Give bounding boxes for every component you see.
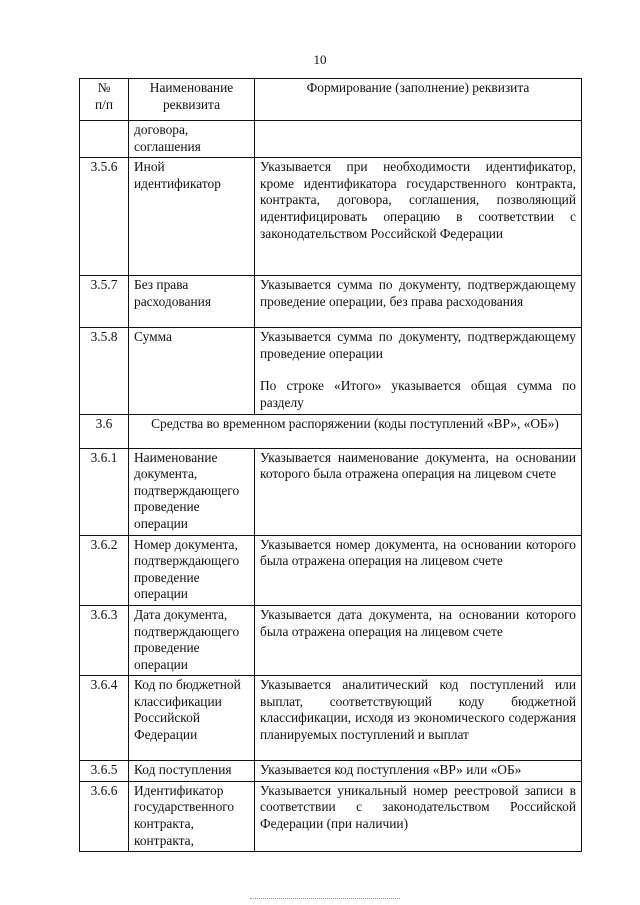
table-row <box>80 328 582 414</box>
row-name: Иной идентификатор <box>129 158 255 276</box>
row-description: Указывается номер документа, на основании которого была отражена операция на лицевом счете <box>255 535 582 605</box>
row-description-para2: По строке «Итого» указывается общая сумма по разделу <box>260 378 576 410</box>
row-name: Код по бюджетной классификации Российской Федерации <box>129 676 255 761</box>
row-number: 3.6.6 <box>80 781 129 851</box>
row-description: Указывается уникальный номер реестровой записи в соответствии с законодательством Российской Федерации (при наличии) <box>255 781 582 851</box>
requisites-table <box>79 78 582 852</box>
row-name: Сумма <box>129 328 255 414</box>
header-name: Наименование реквизита <box>129 79 255 121</box>
row-name: Номер документа, подтверждающего проведение операции <box>129 535 255 605</box>
row-name: Идентификатор государственного контракта, контракта, <box>129 781 255 851</box>
row-description: Указывается при необходимости идентификатор, кроме идентификатора государственного контракта, контракта, договора, соглашения, позволяющий идентифицировать операцию в соответствии с законодательством Российской Федерации <box>255 158 582 276</box>
table-row <box>80 121 582 158</box>
row-name: Наименование документа, подтверждающего проведение операции <box>129 448 255 535</box>
table-row <box>80 605 582 675</box>
row-description: Указывается аналитический код поступлений или выплат, соответствующий коду бюджетной классификации, исходя из экономического содержания планируемых поступлений и выплат <box>255 676 582 761</box>
row-number: 3.6.2 <box>80 535 129 605</box>
section-number: 3.6 <box>80 414 129 448</box>
table-row <box>80 676 582 761</box>
row-number: 3.5.8 <box>80 328 129 414</box>
row-number: 3.6.5 <box>80 761 129 782</box>
row-description <box>255 121 582 158</box>
row-description: Указывается код поступления «ВР» или «ОБ» <box>255 761 582 782</box>
header-description: Формирование (заполнение) реквизита <box>255 79 582 121</box>
row-description: Указывается наименование документа, на основании которого была отражена операция на лицевом счете <box>255 448 582 535</box>
row-name: Без права расходования <box>129 276 255 328</box>
row-number: 3.6.1 <box>80 448 129 535</box>
row-number: 3.5.6 <box>80 158 129 276</box>
row-name: Дата документа, подтверждающего проведение операции <box>129 605 255 675</box>
section-title: Средства во временном распоряжении (коды поступлений «ВР», «ОБ») <box>129 414 582 448</box>
row-number: 3.6.4 <box>80 676 129 761</box>
table-row <box>80 535 582 605</box>
row-description <box>255 328 582 414</box>
row-description: Указывается дата документа, на основании которого была отражена операция на лицевом счете <box>255 605 582 675</box>
row-name: Код поступления <box>129 761 255 782</box>
row-name: договора, соглашения <box>129 121 255 158</box>
table-row <box>80 276 582 328</box>
row-description: Указывается сумма по документу, подтверждающему проведение операции, без права расходования <box>255 276 582 328</box>
scan-artifact-divider <box>250 898 400 901</box>
page-number: 10 <box>313 52 327 67</box>
section-row <box>80 414 582 448</box>
table-row <box>80 448 582 535</box>
header-number: № п/п <box>80 79 129 121</box>
table-row <box>80 158 582 276</box>
table-row <box>80 761 582 782</box>
row-description-para1: Указывается сумма по документу, подтверждающему проведение операции <box>260 329 576 361</box>
table-row <box>80 781 582 851</box>
row-number: 3.6.3 <box>80 605 129 675</box>
table-header-row <box>80 79 582 121</box>
row-number <box>80 121 129 158</box>
row-number: 3.5.7 <box>80 276 129 328</box>
